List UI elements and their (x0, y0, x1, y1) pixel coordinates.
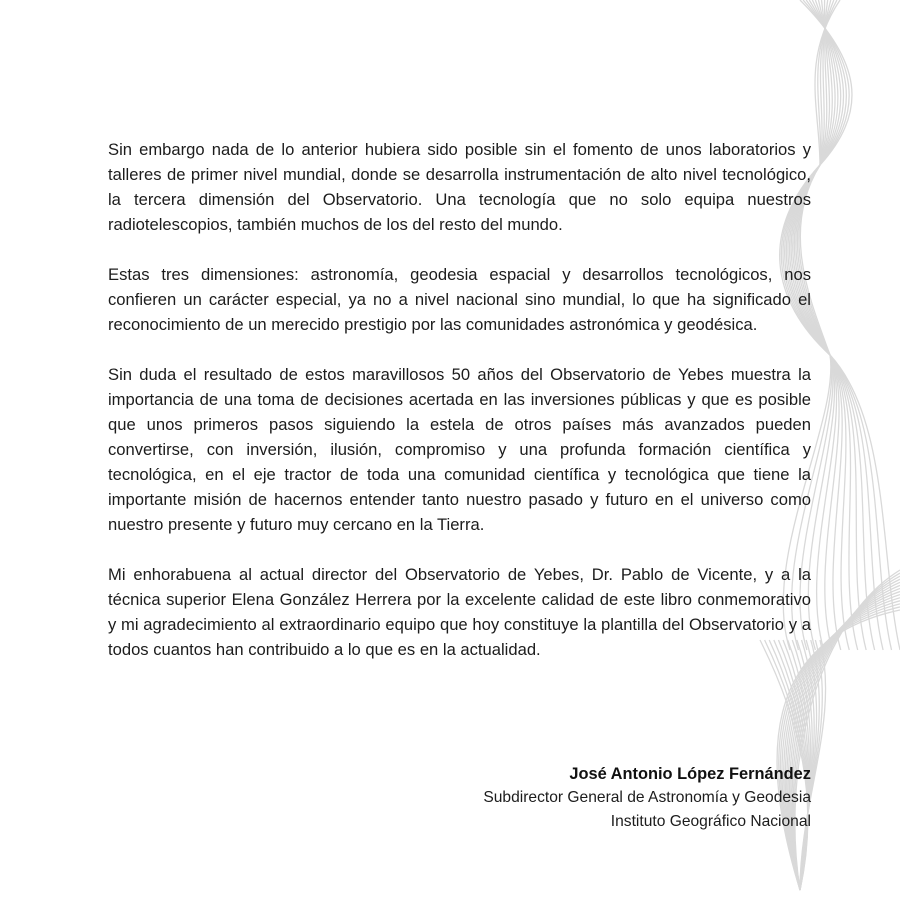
wave-line (806, 0, 846, 165)
wave-line (815, 0, 840, 165)
wave-line (808, 355, 834, 650)
wave-line (818, 0, 837, 165)
wave-line (820, 0, 830, 165)
wave-line (830, 355, 900, 650)
wave-line (830, 355, 883, 650)
letter-body (108, 137, 811, 687)
wave-line (818, 0, 835, 165)
paragraph: Estas tres dimensiones: astronomía, geodesia espacial y desarrollos tecnológicos, nos confieren un carácter especial, ya no a nivel nacional sino mundial, lo que ha significado el reconocimiento de un merecido prestigio por las comunidades astronómica y geodésica. (108, 265, 811, 334)
wave-line (820, 0, 832, 165)
wave-line (830, 355, 849, 650)
signatory-organization: Instituto Geográfico Nacional (610, 813, 811, 830)
wave-line (830, 355, 866, 650)
signatory-title: Subdirector General de Astronomía y Geodesia (483, 789, 811, 806)
wave-line (812, 0, 840, 165)
wave-line (820, 0, 828, 165)
wave-line (809, 0, 843, 165)
signatory-name: José Antonio López Fernández (569, 765, 811, 783)
wave-line (830, 355, 892, 650)
wave-line (830, 355, 858, 650)
wave-line (830, 355, 842, 650)
wave-line (817, 355, 837, 650)
wave-line (825, 355, 839, 650)
wave-line (815, 0, 838, 165)
paragraph: Sin duda el resultado de estos maravillosos 50 años del Observatorio de Yebes muestra la importancia de una toma de decisiones acertada en las inversiones públicas y que es posible que unos primeros pasos siguiendo la estela de otros países más avanzados pueden convertirse, con inversión, ilusión, compromiso y una profunda formación científica y tecnológica, en el eje tractor de toda una comunidad científica y tecnológica que tiene la importante misión de hacernos entender tanto nuestro pasado y futuro en el universo como nuestro presente y futuro muy cercano en la Tierra. (108, 365, 811, 534)
wave-line (830, 355, 875, 650)
paragraph: Mi enhorabuena al actual director del Observatorio de Yebes, Dr. Pablo de Vicente, y a la técnica superior Elena González Herrera por la excelente calidad de este libro conmemorativo y mi agradecimiento al extraordinario equipo que hoy constituye la plantilla del Observatorio y a todos cuantos han contribuido a lo que es en la actualidad. (108, 565, 811, 659)
paragraph: Sin embargo nada de lo anterior hubiera sido posible sin el fomento de unos laboratorios y talleres de primer nivel mundial, donde se desarrolla instrumentación de alto nivel tecnológico, la tercera dimensión del Observatorio. Una tecnología que no solo equipa nuestros radiotelescopios, también muchos de los del resto del mundo. (108, 140, 811, 234)
wave-line (820, 0, 831, 165)
wave-line (820, 0, 834, 165)
signature-block (483, 762, 811, 834)
